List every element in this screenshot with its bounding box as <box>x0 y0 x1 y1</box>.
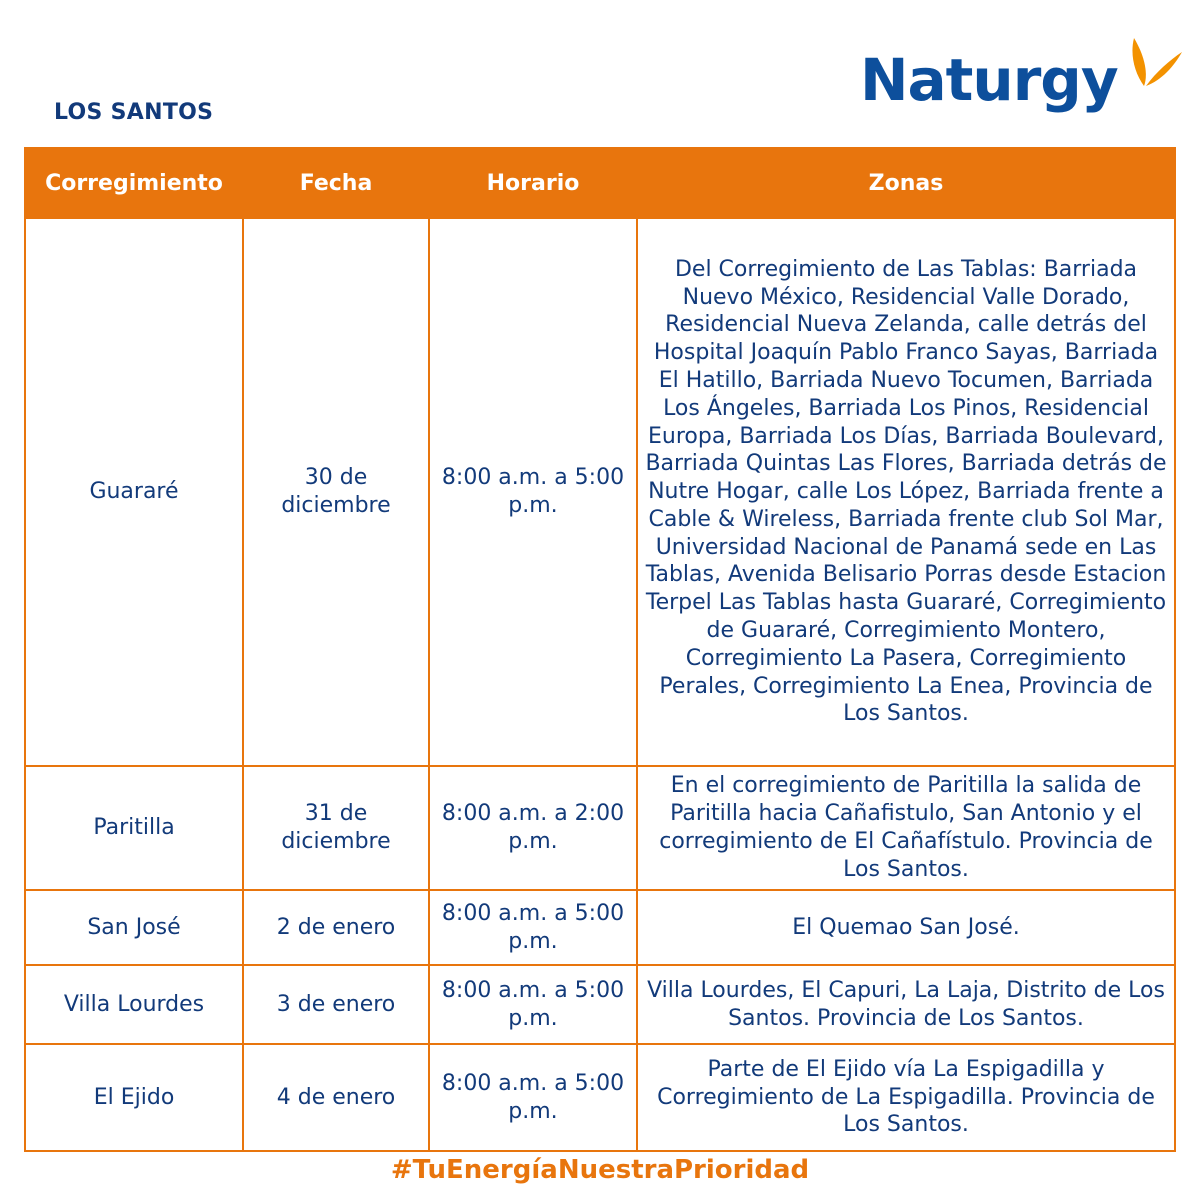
cell-zonas: Del Corregimiento de Las Tablas: Barriada Nuevo México, Residencial Valle Dorado, Residencial Nueva Zelanda, calle detrás del Hospital Joaquín Pablo Franco Sayas, Barriada El Hatillo, Barriada Nuevo Tocumen, Barriada Los Ángeles, Barriada Los Pinos, Residencial Europa, Barriada Los Días, Barriada Boulevard, Barriada Quintas Las Flores, Barriada detrás de Nutre Hogar, calle Los López, Barriada frente a Cable & Wireless, Barriada frente club Sol Mar, Universidad Nacional de Panamá sede en Las Tablas, Avenida Belisario Porras desde Estacion Terpel Las Tablas hasta Guararé, Corregimiento de Guararé, Corregimiento Montero, Corregimiento La Pasera, Corregimiento Perales, Corregimiento La Enea, Provincia de Los Santos. <box>637 218 1175 766</box>
table-row <box>25 965 1175 1044</box>
cell-horario: 8:00 a.m. a 5:00 p.m. <box>429 965 637 1044</box>
cell-fecha: 4 de enero <box>243 1044 429 1151</box>
cell-zonas: Parte de El Ejido vía La Espigadilla y Corregimiento de La Espigadilla. Provincia de Los Santos. <box>637 1044 1175 1151</box>
region-title: LOS SANTOS <box>54 100 214 125</box>
campaign-hashtag: #TuEnergíaNuestraPrioridad <box>390 1155 810 1185</box>
naturgy-logo <box>860 40 1184 120</box>
cell-fecha: 2 de enero <box>243 890 429 965</box>
cell-horario: 8:00 a.m. a 5:00 p.m. <box>429 218 637 766</box>
brand-name: Naturgy <box>860 46 1118 114</box>
cell-zonas: Villa Lourdes, El Capuri, La Laja, Distrito de Los Santos. Provincia de Los Santos. <box>637 965 1175 1044</box>
table-row <box>25 1044 1175 1151</box>
table-row <box>25 766 1175 890</box>
cell-fecha: 3 de enero <box>243 965 429 1044</box>
cell-corregimiento: Guararé <box>25 218 243 766</box>
header-corregimiento: Corregimiento <box>25 148 243 218</box>
cell-corregimiento: San José <box>25 890 243 965</box>
table-row <box>25 890 1175 965</box>
butterfly-icon <box>1120 36 1184 100</box>
cell-zonas: El Quemao San José. <box>637 890 1175 965</box>
cell-corregimiento: Villa Lourdes <box>25 965 243 1044</box>
cell-fecha: 30 de diciembre <box>243 218 429 766</box>
cell-horario: 8:00 a.m. a 2:00 p.m. <box>429 766 637 890</box>
cell-zonas: En el corregimiento de Paritilla la salida de Paritilla hacia Cañafistulo, San Antonio y el corregimiento de El Cañafístulo. Provincia de Los Santos. <box>637 766 1175 890</box>
cell-corregimiento: El Ejido <box>25 1044 243 1151</box>
schedule-table <box>24 147 1176 1152</box>
table-row <box>25 218 1175 766</box>
table-header-row <box>25 148 1175 218</box>
cell-corregimiento: Paritilla <box>25 766 243 890</box>
header-zonas: Zonas <box>637 148 1175 218</box>
cell-fecha: 31 de diciembre <box>243 766 429 890</box>
header-horario: Horario <box>429 148 637 218</box>
cell-horario: 8:00 a.m. a 5:00 p.m. <box>429 890 637 965</box>
header-fecha: Fecha <box>243 148 429 218</box>
cell-horario: 8:00 a.m. a 5:00 p.m. <box>429 1044 637 1151</box>
